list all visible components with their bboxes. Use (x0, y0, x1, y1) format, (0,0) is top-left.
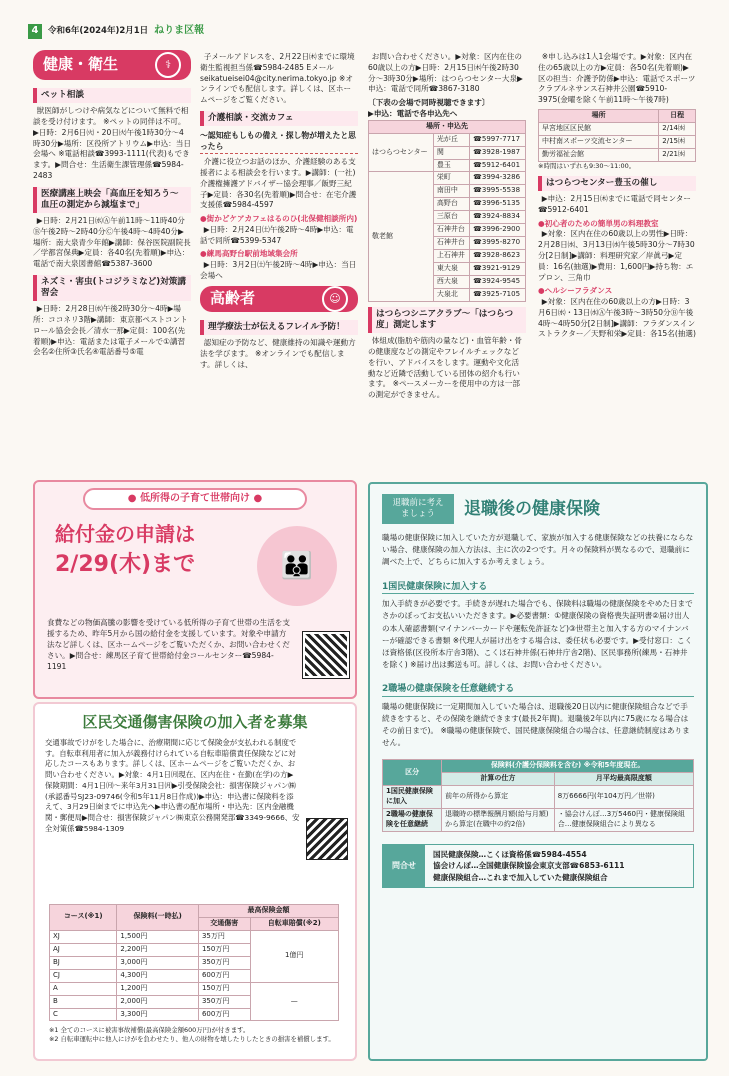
event-title: はつらつセンター豊玉の催し (538, 176, 696, 191)
venue-phone: ☎5997-7717 (470, 133, 526, 146)
child-banner: ● 低所得の子育て世帯向け ● (83, 488, 307, 510)
venue-name: 西大泉 (433, 275, 469, 288)
th-category: 区分 (383, 760, 442, 786)
venue-name: 石神井台 (433, 237, 469, 250)
schedule-table (538, 109, 696, 162)
s2-body: 職場の健康保険に一定期間加入していた場合は、退職後20日以内に健康保険組合などで手続きをすると、その保険を継続できます(最長2年間)。退職後2年以内に75歳になる場合はその前日まで)。 ※職場の健康保険で、国民健康保険組合の場合は、任意継続制度はありません。 (382, 701, 690, 748)
premium: 4,300円 (117, 969, 199, 982)
contact3: 健康保険組合…これまで加入していた健康保険組合 (433, 872, 608, 882)
date: 2/21㈬ (659, 148, 696, 161)
cafe2-body: ▶日時：3月2日㈯午後2時～4時▶申込：当日会場へ (200, 260, 357, 281)
injury: 350万円 (198, 956, 250, 969)
venue-name: 関 (433, 146, 469, 159)
table-row (369, 133, 526, 146)
col2-cont: 子メールアドレスを、2月22日㈭までに環境衛生監視担当係☎5984-2485 Eメール seikatueisei04@city.nerima.tokyo.jp ※オンラインでも配信します。詳しくは、区ホームページをご覧ください。 (200, 52, 355, 105)
premium: 3,300円 (117, 1008, 199, 1021)
date: 2/15㈭ (659, 135, 696, 148)
venue-phone: ☎3924-8834 (470, 211, 526, 224)
brand-logo: ねりま区報 (154, 24, 205, 36)
traffic-note2: ※2 自転車運転中に他人にけがを負わせたり、他人の財物を壊したりしたときの損害を補償します。 (49, 1034, 335, 1043)
care-body: 介護に役立つお話のほか、介護経験のある支援者による相談会を行います。▶講師：(一社)介護権擁護アドバイザー協会理事／飯野三紀子▶定員：各30名(先着順)▶問合せ：在宅介護支援係☎5984-4597 (200, 157, 357, 210)
s1-title: 1国民健康保険に加入する (382, 581, 694, 595)
col3-note: 〔下表の会場で同時視聴できます〕 (368, 98, 490, 108)
club-title: はつらつシニアクラブ～「はつらつ度」測定します (368, 307, 526, 333)
venue-table (368, 120, 526, 302)
elder-title: 高齢者 (210, 289, 256, 308)
venue-phone: ☎3995-5538 (470, 185, 526, 198)
venue-phone: ☎3925-7105 (470, 288, 526, 301)
traffic-title: 区民交通傷害保険の加入者を募集 (82, 713, 308, 731)
th-premium: 保険料(一時払) (117, 905, 199, 931)
e1-body: ▶対象：区内在住の60歳以上の男性▶日時：2月28日㈬、3月13日㈬午後5時30分～7時30分[2日制]▶講師：料理研究家／岸眞弓▶定員：16名(抽選)▶費用：1,600円▶持ち物：エプロン、三角巾 (538, 229, 695, 282)
th-max: 最高保険金額 (198, 905, 338, 918)
injury: 150万円 (198, 982, 250, 995)
s1-body: 加入手続きが必要です。手続きが遅れた場合でも、保険料は職場の健康保険をやめた日までさかのぼってお支払いいただきます。▶必要書類：①健康保険の資格喪失証明書②届け出人の本人確認書類(マイナンバーカードや運転免許証など)③世帯主と加入する方のマイナンバーが確認できる書類 ※代理人が届け出をする場合は、委任状も必要です。▶受付窓口：こくほ資格係(区役所本庁舎3階)、こくほ石神井係(石神井庁舎2階)、区民事務所(練馬・石神井を除く) ※届け出は郵送も可。詳しくは、お問い合わせください。 (382, 599, 693, 669)
club-body: 体組成(脂肪や筋肉の量など)・血管年齢・骨の健康度などの測定やフレイルチェックなどを行い、アドバイスをします。運動や文化活動など近隣で活動している団体の紹介も行います。 ※ペースメーカーを使用中の方は一部の測定ができません。 (368, 336, 523, 400)
child-headline2: 2/29(木)まで (55, 552, 196, 577)
category: 2職場の健康保険を任意継続 (383, 809, 442, 832)
qr-code-icon[interactable] (307, 819, 347, 859)
venue-name: 光が丘 (433, 133, 469, 146)
retire-title: 退職後の健康保険 (464, 498, 600, 519)
place: 中村南スポーツ交流センター (539, 135, 659, 148)
retire-table (382, 759, 694, 832)
retire-contact (382, 844, 694, 888)
contact-label: 問合せ (383, 845, 425, 887)
table-row (50, 982, 339, 995)
table-row (369, 172, 526, 185)
elderly-icon: ☺ (322, 286, 348, 312)
col4-intro: ※申し込みは1人1会場です。▶対象：区内在住の65歳以上の方▶定員：各50名(先着順)▶区の担当：介護予防係▶申込：電話でスポーツクラブルネサンス石神井公園☎5910-3975(金曜を除く午前11時～午後7時) (538, 52, 696, 105)
qr-code-icon[interactable] (303, 632, 349, 678)
e2-title: ●ヘルシーフラダンス (538, 286, 613, 296)
pet-title: ペット相談 (33, 88, 191, 103)
e2-body: ▶対象：区内在住の60歳以上の方▶日時：3月6日㈬・13日㈬Ⓐ午後3時～3時50分Ⓑ午後4時～4時50分[2日制]▶講師：フラダンスインストラクター／天野和栄▶定員：各15名(抽選) (538, 297, 696, 339)
course: AJ (50, 943, 117, 956)
group-label: はつらつセンター (369, 133, 434, 172)
venue-phone: ☎5912-6401 (470, 159, 526, 172)
cafe1-body: ▶日時：2月24日㈯午後2時～4時▶申込：電話で同所☎5399-5347 (200, 224, 354, 245)
place: 早宮地区区民館 (539, 122, 659, 135)
insurance-table (49, 904, 339, 1021)
venue-name: 豊玉 (433, 159, 469, 172)
venue-phone: ☎3995-8270 (470, 237, 526, 250)
injury: 150万円 (198, 943, 250, 956)
place: 勤労福祉会館 (539, 148, 659, 161)
injury: 600万円 (198, 1008, 250, 1021)
date: 2/14㈬ (659, 122, 696, 135)
venue-name: 高野台 (433, 198, 469, 211)
injury: 35万円 (198, 930, 250, 943)
cafe2-title: ●練馬高野台駅前地域集会所 (200, 249, 298, 259)
pest-body: ▶日時：2月28日㈬午後2時30分～4時▶場所：ココネリ3階▶講師：東京都ペストコントロール協会会長／清水一那▶定員：100名(先着順)▶申込：電話または電子メールで①講習会名②住所③氏名④電話番号⑤電 (33, 304, 188, 357)
column-venues (368, 52, 526, 404)
frail-title: 理学療法士が伝えるフレイル予防！ (200, 320, 358, 335)
table-row (539, 135, 696, 148)
venue-phone: ☎3928-8623 (470, 250, 526, 263)
bike: — (250, 982, 339, 1021)
retire-intro: 職場の健康保険に加入していた方が退職して、家族が加入する健康保険などの扶養にならない場合、健康保険の加入方法は、主に次の2つです。月々の保険料が異なるので、退職前に調べた上で、どちらに加入するか考えましょう。 (382, 533, 694, 567)
venue-name: 上石神井 (433, 250, 469, 263)
family-illustration: 👪 (257, 526, 337, 606)
venue-phone: ☎3921-9129 (470, 263, 526, 276)
frail-body: 認知症の予防など、健康維持の知識や運動方法を学びます。 ※オンラインでも配信します。詳しくは、 (200, 337, 356, 369)
venue-name: 東大泉 (433, 263, 469, 276)
course: B (50, 995, 117, 1008)
calc: 前年の所得から算定 (442, 786, 555, 809)
venue-name: 大泉北 (433, 288, 469, 301)
premium: 3,000円 (117, 956, 199, 969)
traffic-body: 交通事故でけがをした場合に、治療期間に応じて保険金が支払われる制度です。自転車利用者に加入が義務付けられている自転車賠償責任保険などに対応したコースもあります。詳しくは、区ホームページをご覧いただくか、お問い合わせください。▶対象：4月1日㈪現在、区内在住・在勤(在学)の方▶保険期間：4月1日㈪～来年3月31日㈪▶引受保険会社：損害保険ジャパン㈱(承認番号SJ23-09746(令和5年11月8日作成))▶申込：申込書に保険料を添えて、3月29日㈮までに申込先へ▶申込書の配布場所・申込先：区内金融機関・郵便局▶問合せ：損害保険ジャパン㈱東京公務開発部☎3349-9666、安全対策係☎5984-1309 (45, 738, 300, 833)
th-premium: 保険料(介護分保険料を含む) ※令和5年度現在。 (442, 760, 694, 773)
child-body: 食費などの物価高騰の影響を受けている低所得の子育て世帯の生活を支援するため、昨年5月から国の給付金を支援しています。対象や申請方法など詳しくは、区ホームページをご覧いただくか、お問い合わせください。▶問合せ：練馬区子育て世帯給付金コールセンター☎5984-1191 (47, 618, 290, 671)
care-subtitle: ～認知症もしもの備え・探し物が増えたと思ったら (200, 129, 358, 154)
calc: 退職時の標準報酬月額(給与月額)から算定(在職中の約2倍) (442, 809, 555, 832)
injury: 600万円 (198, 969, 250, 982)
max: ・協会けんぽ…3万5460円・健康保険組合…健康保険組合により異なる (554, 809, 693, 832)
table-row (539, 122, 696, 135)
table-row (50, 930, 339, 943)
table-row (539, 148, 696, 161)
venue-phone: ☎3924-9545 (470, 275, 526, 288)
table-row (383, 809, 694, 832)
course: XJ (50, 930, 117, 943)
contact2: 協会けんぽ…全国健康保険協会東京支部☎6853-6111 (433, 861, 625, 871)
category: 1国民健康保険に加入 (383, 786, 442, 809)
pet-body: 獣医師がしつけや病気などについて無料で相談を受け付けます。 ※ペットの同伴は不可。▶日時：2月6日㈫・20日㈫午後1時30分～4時30分▶場所：区役所アトリウム▶申込：当日会場へ ※電話相談☎3993-1111(代表)もできます。▶問合せ：生活衛生課管理係☎5984-2483 (33, 106, 191, 180)
column-care (200, 52, 358, 373)
venue-phone: ☎3928-1987 (470, 146, 526, 159)
cafe1-title: ●街かどケアカフェはるのひ(北保健相談所内) (200, 214, 358, 224)
film-body: ▶日時：2月21日㈬Ⓐ午前11時～11時40分Ⓑ午後2時～2時40分Ⓒ午後4時～4時40分▶場所：南大泉青少年館▶講師：保谷医院副院長／学都宮保典▶定員：各40名(先着順)▶申込：電話で南大泉図書館☎5387-3600 (33, 215, 191, 269)
section-title: 健康・衛生 (43, 55, 119, 74)
film-title: 医療講座上映会「高血圧を知ろう～血圧の測定から減塩まで」 (33, 187, 191, 213)
course: BJ (50, 956, 117, 969)
premium: 2,000円 (117, 995, 199, 1008)
traffic-insurance-box (33, 702, 357, 1061)
time-note: ※時間はいずれも9:30～11:00。 (538, 161, 636, 170)
venue-phone: ☎3996-5135 (470, 198, 526, 211)
premium: 1,200円 (117, 982, 199, 995)
injury: 350万円 (198, 995, 250, 1008)
care-title: 介護相談・交流カフェ (200, 111, 358, 126)
venue-name: 石神井台 (433, 224, 469, 237)
page-header (28, 22, 204, 40)
th-injury: 交通傷害 (198, 917, 250, 930)
venue-table-header: 場所・申込先 (369, 120, 526, 133)
th-max: 月平均最高限度額 (554, 773, 693, 786)
course: CJ (50, 969, 117, 982)
child-headline1: 給付金の申請は (55, 522, 195, 546)
section-elder-header (200, 286, 358, 312)
premium: 2,200円 (117, 943, 199, 956)
course: C (50, 1008, 117, 1021)
stethoscope-icon: ⚕ (155, 52, 181, 78)
col3-cont: お問い合わせください。▶対象：区内在住の60歳以上の方▶日時：2月15日㈭午後2時30分～3時30分▶場所：はつらつセンター大泉▶申込：電話で同所☎3867-3180 (368, 52, 523, 94)
premium: 1,500円 (117, 930, 199, 943)
th-date: 日程 (659, 109, 696, 122)
group-label: 敬老館 (369, 172, 434, 301)
col3-apply: ▶申込：電話で各申込先へ (368, 108, 458, 118)
event-intro: ▶申込：2月15日㈭までに電話で同センター☎5912-6401 (538, 194, 691, 214)
e1-title: ●初心者のための簡単男の料理教室 (538, 218, 659, 228)
section-health-header (33, 50, 191, 80)
venue-phone: ☎3996-2900 (470, 224, 526, 237)
venue-name: 南田中 (433, 185, 469, 198)
child-benefit-box (33, 480, 357, 699)
th-calc: 計算の仕方 (442, 773, 555, 786)
table-row (383, 786, 694, 809)
traffic-note1: ※1 全てのコースに被害事故補償(最高保険金額600万円)が付きます。 (49, 1026, 250, 1034)
pest-title: ネズミ・害虫(トコジラミなど)対策講習会 (33, 275, 191, 301)
th-place: 場所 (539, 109, 659, 122)
venue-name: 栄町 (433, 172, 469, 185)
contact1: 国民健康保険…こくほ資格係☎5984-4554 (433, 850, 587, 860)
retire-tag: 退職前に考えましょう (382, 494, 454, 524)
retirement-box (368, 482, 708, 1061)
max: 8万6666円(年104万円／世帯) (554, 786, 693, 809)
th-course: コース(※1) (50, 905, 117, 931)
venue-phone: ☎3994-3286 (470, 172, 526, 185)
th-bike: 自転車賠償(※2) (250, 917, 339, 930)
course: A (50, 982, 117, 995)
column-events (538, 52, 696, 343)
issue-date: 令和6年(2024年)2月1日 (48, 25, 149, 36)
page-number: 4 (28, 24, 42, 39)
venue-name: 三原台 (433, 211, 469, 224)
bike: 1億円 (250, 930, 339, 982)
column-health (33, 50, 191, 361)
s2-title: 2職場の健康保険を任意継続する (382, 683, 694, 697)
